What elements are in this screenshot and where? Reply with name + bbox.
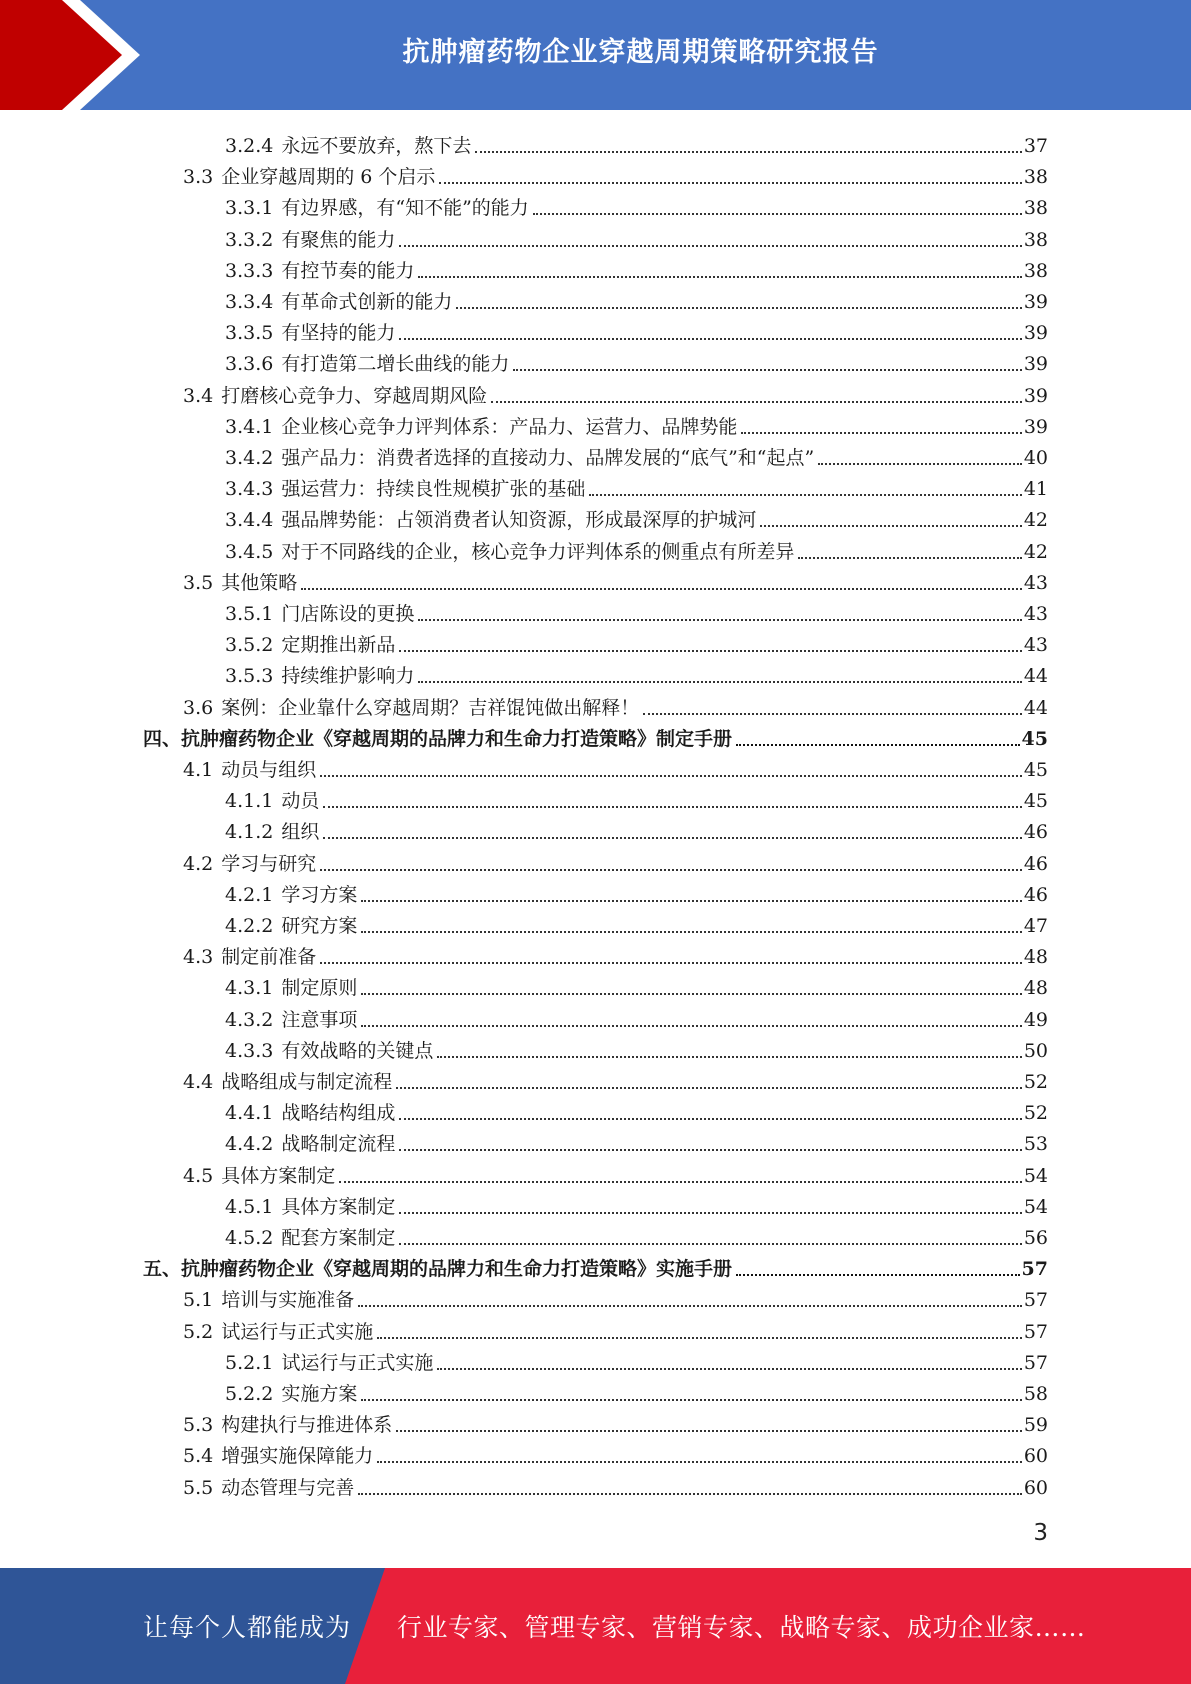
toc-entry-page: 45	[1023, 759, 1048, 781]
toc-entry-number: 4.3.2	[225, 1009, 274, 1031]
toc-entry[interactable]	[225, 439, 1048, 470]
toc-entry-page: 46	[1023, 821, 1048, 843]
toc-entry-page: 45	[1023, 790, 1048, 812]
toc-entry[interactable]	[225, 813, 1048, 844]
header-chevron-graphic	[0, 0, 160, 110]
toc-entry-title: 动员	[281, 790, 320, 812]
toc-leader-dots	[760, 524, 1021, 527]
toc-entry-page: 54	[1023, 1196, 1048, 1218]
toc-entry-title: 企业核心竞争力评判体系：产品力、运营力、品牌势能	[281, 416, 738, 438]
toc-entry[interactable]	[183, 564, 1048, 595]
toc-leader-dots	[439, 181, 1021, 184]
toc-entry-page: 39	[1023, 322, 1048, 344]
toc-entry-title: 有坚持的能力	[281, 322, 396, 344]
toc-leader-dots	[399, 1211, 1021, 1214]
toc-entry-number: 5.4	[183, 1445, 214, 1467]
toc-leader-dots	[437, 1367, 1021, 1370]
toc-entry-title: 战略组成与制定流程	[221, 1071, 393, 1093]
toc-entry-page: 39	[1023, 416, 1048, 438]
toc-entry[interactable]	[225, 1219, 1048, 1250]
toc-leader-dots	[736, 743, 1020, 746]
toc-entry-page: 46	[1023, 853, 1048, 875]
toc-entry-title: 动员与组织	[221, 759, 317, 781]
toc-entry-page: 50	[1023, 1040, 1048, 1062]
toc-entry-title: 有打造第二增长曲线的能力	[281, 353, 510, 375]
toc-entry[interactable]	[225, 252, 1048, 283]
toc-entry-number: 五、	[143, 1258, 182, 1280]
toc-entry-number: 4.2.1	[225, 884, 274, 906]
toc-entry-page: 57	[1023, 1352, 1048, 1374]
toc-entry[interactable]	[183, 689, 1048, 720]
toc-leader-dots	[396, 1086, 1022, 1089]
toc-entry-number: 3.3.6	[225, 353, 274, 375]
toc-entry-title: 战略制定流程	[281, 1133, 396, 1155]
toc-entry[interactable]	[225, 283, 1048, 314]
toc-entry-page: 47	[1023, 915, 1048, 937]
toc-leader-dots	[320, 961, 1022, 964]
toc-leader-dots	[358, 1304, 1022, 1307]
toc-entry-page: 42	[1023, 509, 1048, 531]
toc-entry-page: 42	[1023, 541, 1048, 563]
toc-entry[interactable]	[225, 221, 1048, 252]
toc-entry-number: 3.3.4	[225, 291, 274, 313]
toc-entry-page: 38	[1023, 166, 1048, 188]
toc-leader-dots	[361, 1024, 1021, 1027]
toc-entry-number: 4.1.1	[225, 790, 274, 812]
toc-entry-number: 4.4.1	[225, 1102, 274, 1124]
toc-entry[interactable]	[225, 1001, 1048, 1032]
toc-entry[interactable]	[183, 845, 1048, 876]
toc-entry-title: 具体方案制定	[221, 1165, 336, 1187]
toc-leader-dots	[358, 1492, 1022, 1495]
toc-entry-page: 43	[1023, 634, 1048, 656]
toc-leader-dots	[533, 212, 1022, 215]
toc-entry-title: 案例：企业靠什么穿越周期？吉祥馄饨做出解释！	[221, 697, 640, 719]
toc-entry-title: 具体方案制定	[281, 1196, 396, 1218]
toc-entry[interactable]	[183, 751, 1048, 782]
toc-entry[interactable]	[183, 1469, 1048, 1500]
toc-entry[interactable]	[183, 158, 1048, 189]
toc-leader-dots	[475, 150, 1021, 153]
toc-entry-number: 3.4	[183, 385, 214, 407]
toc-leader-dots	[377, 1460, 1022, 1463]
page-footer	[0, 1568, 1191, 1684]
toc-entry[interactable]	[183, 938, 1048, 969]
toc-entry-title: 试运行与正式实施	[221, 1321, 374, 1343]
toc-entry[interactable]	[183, 1063, 1048, 1094]
toc-leader-dots	[399, 337, 1021, 340]
toc-entry-number: 3.4.3	[225, 478, 274, 500]
toc-entry-page: 46	[1023, 884, 1048, 906]
toc-entry-page: 52	[1023, 1071, 1048, 1093]
toc-leader-dots	[399, 244, 1021, 247]
toc-leader-dots	[361, 899, 1021, 902]
toc-entry-title: 强品牌势能：占领消费者认知资源，形成最深厚的护城河	[281, 509, 757, 531]
toc-entry-title: 动态管理与完善	[221, 1477, 355, 1499]
toc-leader-dots	[399, 1148, 1021, 1151]
toc-entry-title: 定期推出新品	[281, 634, 396, 656]
toc-entry-page: 38	[1023, 229, 1048, 251]
toc-entry-number: 5.2.2	[225, 1383, 274, 1405]
toc-entry-page: 60	[1023, 1477, 1048, 1499]
page-number: 3	[1033, 1520, 1048, 1546]
toc-entry-number: 3.4.2	[225, 447, 274, 469]
toc-entry-number: 4.3.1	[225, 977, 274, 999]
header-title: 抗肿瘤药物企业穿越周期策略研究报告	[402, 37, 879, 68]
toc-entry-number: 4.3	[183, 946, 214, 968]
toc-entry-number: 4.2	[183, 853, 214, 875]
toc-entry-title: 对于不同路线的企业，核心竞争力评判体系的侧重点有所差异	[281, 541, 795, 563]
toc-entry[interactable]	[225, 782, 1048, 813]
toc-leader-dots	[741, 431, 1021, 434]
toc-entry[interactable]	[225, 1032, 1048, 1063]
toc-entry-number: 3.3	[183, 166, 214, 188]
page-header	[0, 0, 1191, 110]
toc-leader-dots	[361, 930, 1021, 933]
toc-entry-title: 强运营力：持续良性规模扩张的基础	[281, 478, 586, 500]
toc-entry-page: 43	[1023, 603, 1048, 625]
toc-entry-number: 5.2.1	[225, 1352, 274, 1374]
toc-entry-title: 注意事项	[281, 1009, 358, 1031]
toc-entry-page: 37	[1023, 135, 1048, 157]
toc-entry-title: 配套方案制定	[281, 1227, 396, 1249]
toc-entry-title: 有聚焦的能力	[281, 229, 396, 251]
toc-entry-number: 3.3.2	[225, 229, 274, 251]
toc-entry-title: 有控节奏的能力	[281, 260, 415, 282]
toc-leader-dots	[418, 618, 1021, 621]
toc-entry-number: 3.3.1	[225, 197, 274, 219]
toc-entry-title: 战略结构组成	[281, 1102, 396, 1124]
toc-leader-dots	[456, 306, 1021, 309]
toc-entry[interactable]	[225, 408, 1048, 439]
toc-entry[interactable]	[183, 1406, 1048, 1437]
toc-entry-page: 43	[1023, 572, 1048, 594]
toc-entry-number: 四、	[143, 728, 182, 750]
toc-entry-page: 39	[1023, 353, 1048, 375]
toc-leader-dots	[399, 649, 1021, 652]
toc-leader-dots	[798, 556, 1021, 559]
toc-entry[interactable]	[225, 501, 1048, 532]
toc-entry-number: 4.4	[183, 1071, 214, 1093]
toc-entry-number: 5.5	[183, 1477, 214, 1499]
toc-entry-number: 5.2	[183, 1321, 214, 1343]
toc-entry-number: 3.4.4	[225, 509, 274, 531]
toc-entry[interactable]	[225, 1344, 1048, 1375]
toc-entry-title: 构建执行与推进体系	[221, 1414, 393, 1436]
toc-entry[interactable]	[225, 314, 1048, 345]
toc-leader-dots	[323, 836, 1021, 839]
toc-entry-title: 学习方案	[281, 884, 358, 906]
toc-entry-page: 58	[1023, 1383, 1048, 1405]
toc-entry-number: 3.3.5	[225, 322, 274, 344]
toc-entry-title: 学习与研究	[221, 853, 317, 875]
toc-entry[interactable]	[225, 1375, 1048, 1406]
toc-entry-number: 4.3.3	[225, 1040, 274, 1062]
toc-entry[interactable]	[225, 626, 1048, 657]
toc-entry[interactable]	[183, 1281, 1048, 1312]
toc-leader-dots	[491, 400, 1022, 403]
toc-entry-number: 4.4.2	[225, 1133, 274, 1155]
toc-entry-title: 有边界感，有“知不能”的能力	[281, 197, 529, 219]
toc-entry-page: 38	[1023, 197, 1048, 219]
toc-entry-page: 48	[1023, 946, 1048, 968]
toc-leader-dots	[418, 275, 1021, 278]
toc-entry-title: 培训与实施准备	[221, 1289, 355, 1311]
toc-entry-page: 44	[1023, 697, 1048, 719]
toc-entry-page: 57	[1023, 1321, 1048, 1343]
toc-leader-dots	[361, 1398, 1021, 1401]
toc-leader-dots	[396, 1429, 1022, 1432]
toc-entry[interactable]	[225, 127, 1048, 158]
toc-entry-number: 5.1	[183, 1289, 214, 1311]
footer-slogan-left: 让每个人都能成为	[143, 1613, 352, 1642]
toc-entry-number: 4.1	[183, 759, 214, 781]
toc-entry-title: 打磨核心竞争力、穿越周期风险	[221, 385, 488, 407]
toc-entry[interactable]	[225, 1188, 1048, 1219]
toc-entry[interactable]	[225, 470, 1048, 501]
toc-entry-title: 研究方案	[281, 915, 358, 937]
toc-entry-title: 制定原则	[281, 977, 358, 999]
toc-entry-number: 3.5	[183, 572, 214, 594]
toc-entry-page: 49	[1023, 1009, 1048, 1031]
toc-entry-title: 试运行与正式实施	[281, 1352, 434, 1374]
toc-entry[interactable]	[183, 1157, 1048, 1188]
toc-entry-title: 企业穿越周期的 6 个启示	[221, 166, 436, 188]
toc-entry-title: 制定前准备	[221, 946, 317, 968]
toc-entry-title: 有效战略的关键点	[281, 1040, 434, 1062]
toc-entry-number: 3.6	[183, 697, 214, 719]
toc-entry-number: 4.5.1	[225, 1196, 274, 1218]
toc-entry-number: 3.5.2	[225, 634, 274, 656]
toc-leader-dots	[643, 712, 1022, 715]
toc-entry[interactable]	[225, 345, 1048, 376]
toc-entry-number: 3.2.4	[225, 135, 274, 157]
toc-entry-number: 4.5.2	[225, 1227, 274, 1249]
toc-leader-dots	[377, 1336, 1022, 1339]
toc-entry[interactable]	[225, 1125, 1048, 1156]
toc-entry-number: 4.1.2	[225, 821, 274, 843]
toc-entry-page: 41	[1023, 478, 1048, 500]
toc-entry[interactable]	[225, 657, 1048, 688]
toc-leader-dots	[418, 680, 1021, 683]
toc-entry-page: 44	[1023, 665, 1048, 687]
toc-entry-page: 45	[1021, 728, 1048, 750]
toc-entry-page: 48	[1023, 977, 1048, 999]
toc-entry-title: 强产品力：消费者选择的直接动力、品牌发展的“底气”和“起点”	[281, 447, 815, 469]
toc-entry[interactable]	[225, 533, 1048, 564]
toc-entry-page: 52	[1023, 1102, 1048, 1124]
toc-entry-page: 39	[1023, 291, 1048, 313]
toc-leader-dots	[399, 1242, 1021, 1245]
toc-leader-dots	[339, 1180, 1022, 1183]
toc-entry-title: 持续维护影响力	[281, 665, 415, 687]
toc-entry[interactable]	[143, 720, 1048, 751]
toc-entry-number: 3.5.3	[225, 665, 274, 687]
toc-entry-page: 39	[1023, 385, 1048, 407]
toc-entry-title: 永远不要放弃，熬下去	[281, 135, 472, 157]
toc-entry-number: 3.4.1	[225, 416, 274, 438]
toc-entry-number: 3.3.3	[225, 260, 274, 282]
toc-leader-dots	[301, 587, 1022, 590]
toc-leader-dots	[736, 1273, 1020, 1276]
toc-leader-dots	[589, 493, 1021, 496]
toc-entry-page: 56	[1023, 1227, 1048, 1249]
toc-entry-page: 57	[1021, 1258, 1048, 1280]
toc-leader-dots	[320, 868, 1022, 871]
toc-entry[interactable]	[225, 595, 1048, 626]
toc-entry-page: 59	[1023, 1414, 1048, 1436]
toc-entry[interactable]	[183, 1437, 1048, 1468]
toc-leader-dots	[323, 805, 1021, 808]
toc-leader-dots	[818, 462, 1022, 465]
toc-leader-dots	[513, 368, 1021, 371]
toc-entry-page: 53	[1023, 1133, 1048, 1155]
toc-entry-title: 有革命式创新的能力	[281, 291, 453, 313]
toc-entry[interactable]	[183, 1313, 1048, 1344]
toc-entry-page: 40	[1023, 447, 1048, 469]
toc-entry-title: 其他策略	[221, 572, 298, 594]
toc-entry-title: 增强实施保障能力	[221, 1445, 374, 1467]
toc-entry-title: 实施方案	[281, 1383, 358, 1405]
toc-entry-title: 抗肿瘤药物企业《穿越周期的品牌力和生命力打造策略》实施手册	[181, 1258, 733, 1280]
toc-entry-title: 抗肿瘤药物企业《穿越周期的品牌力和生命力打造策略》制定手册	[181, 728, 733, 750]
toc-entry[interactable]	[225, 876, 1048, 907]
toc-entry-number: 5.3	[183, 1414, 214, 1436]
toc-leader-dots	[361, 992, 1021, 995]
toc-entry-page: 38	[1023, 260, 1048, 282]
toc-entry-title: 组织	[281, 821, 320, 843]
toc-leader-dots	[437, 1055, 1021, 1058]
toc-entry-title: 门店陈设的更换	[281, 603, 415, 625]
toc-entry-page: 60	[1023, 1445, 1048, 1467]
toc-entry-number: 4.5	[183, 1165, 214, 1187]
toc-entry[interactable]	[225, 189, 1048, 220]
toc-entry-number: 3.5.1	[225, 603, 274, 625]
toc-entry-page: 57	[1023, 1289, 1048, 1311]
toc-entry[interactable]	[225, 1094, 1048, 1125]
toc-entry[interactable]	[183, 377, 1048, 408]
toc-entry[interactable]	[225, 907, 1048, 938]
toc-entry-number: 4.2.2	[225, 915, 274, 937]
toc-entry-number: 3.4.5	[225, 541, 274, 563]
toc-leader-dots	[399, 1117, 1021, 1120]
toc-entry[interactable]	[225, 969, 1048, 1000]
footer-slogan-right: 行业专家、管理专家、营销专家、战略专家、成功企业家……	[397, 1613, 1086, 1642]
toc-entry[interactable]	[143, 1250, 1048, 1281]
toc-leader-dots	[320, 774, 1022, 777]
toc-entry-page: 54	[1023, 1165, 1048, 1187]
